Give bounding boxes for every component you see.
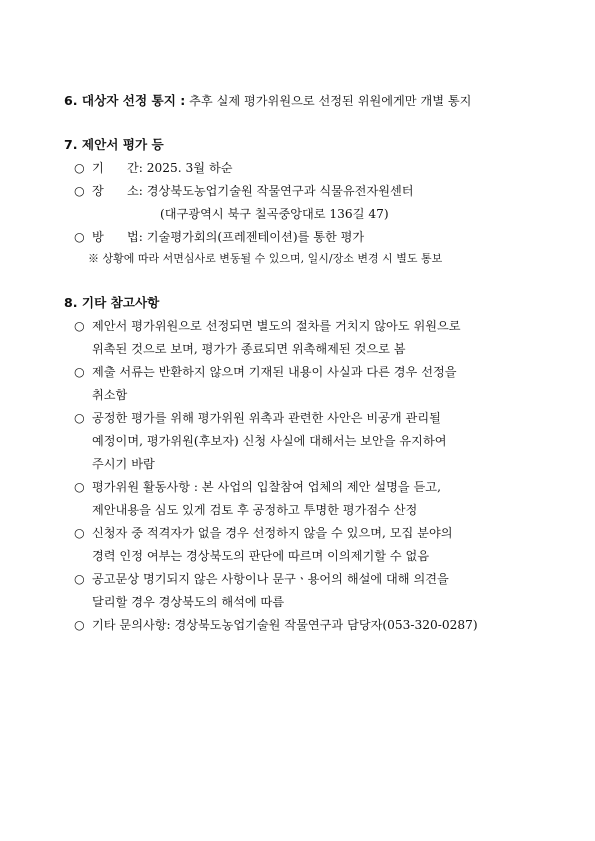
list-item-text: 신청자 중 적격자가 없을 경우 선정하지 않을 수 있으며, 모집 분야의 — [92, 526, 453, 540]
place-row — [74, 183, 414, 199]
period-row — [74, 160, 233, 176]
place-address: (대구광역시 북구 칠곡중앙대로 136길 47) — [160, 207, 389, 221]
list-item-continuation: 제안내용을 심도 있게 검토 후 공정하고 투명한 평가점수 산정 — [92, 503, 418, 517]
bullet: ○ — [74, 411, 85, 425]
list-item-continuation: 달리할 경우 경상북도의 해석에 따름 — [92, 595, 285, 609]
section-6-text: 추후 실제 평가위원으로 선정된 위원에게만 개별 통지 — [185, 94, 472, 108]
list-item-text: 제출 서류는 반환하지 않으며 기재된 내용이 사실과 다른 경우 선정을 — [92, 365, 457, 379]
list-item-text: 공정한 평가를 위해 평가위원 위촉과 관련한 사안은 비공개 관리될 — [92, 411, 441, 425]
bullet: ○ — [74, 480, 85, 494]
list-item — [74, 525, 453, 541]
bullet: ○ — [74, 572, 85, 586]
section-8-title: 8. 기타 참고사항 — [64, 295, 160, 310]
list-item-continuation: 경력 인정 여부는 경상북도의 판단에 따르며 이의제기할 수 없음 — [92, 549, 430, 563]
method-row — [74, 229, 364, 245]
list-item-continuation: 주시기 바람 — [92, 457, 155, 471]
bullet: ○ — [74, 319, 85, 333]
method-label: 방 법: — [92, 230, 143, 244]
place-label: 장 소: — [92, 184, 143, 198]
list-item — [74, 571, 449, 587]
list-item — [74, 364, 457, 380]
list-item-text: 제안서 평가위원으로 선정되면 별도의 절차를 거치지 않아도 위원으로 — [92, 319, 461, 333]
bullet: ○ — [74, 526, 85, 540]
section-7-title: 7. 제안서 평가 등 — [64, 137, 164, 152]
section-6 — [64, 93, 471, 109]
bullet: ○ — [74, 161, 85, 175]
list-item-continuation: 예정이며, 평가위원(후보자) 신청 사실에 대해서는 보안을 유지하여 — [92, 434, 447, 448]
list-item-text: 기타 문의사항: 경상북도농업기술원 작물연구과 담당자(053-320-0287) — [92, 618, 478, 632]
period-label: 기 간: — [92, 161, 143, 175]
place-value: 경상북도농업기술원 작물연구과 식물유전자원센터 — [146, 184, 414, 198]
section-7-note: ※ 상황에 따라 서면심사로 변동될 수 있으며, 일시/장소 변경 시 별도 통보 — [88, 252, 443, 265]
list-item-continuation: 취소함 — [92, 388, 128, 402]
list-item — [74, 617, 478, 633]
list-item-text: 평가위원 활동사항 : 본 사업의 입찰참여 업체의 제안 설명을 듣고, — [92, 480, 441, 494]
period-value: 2025. 3월 하순 — [146, 161, 233, 175]
bullet: ○ — [74, 230, 85, 244]
list-item — [74, 410, 441, 426]
bullet: ○ — [74, 184, 85, 198]
section-6-title: 6. 대상자 선정 통지 : — [64, 93, 186, 108]
bullet: ○ — [74, 618, 85, 632]
bullet: ○ — [74, 365, 85, 379]
list-item-text: 공고문상 명기되지 않은 사항이나 문구ㆍ용어의 해설에 대해 의견을 — [92, 572, 449, 586]
list-item-continuation: 위촉된 것으로 보며, 평가가 종료되면 위촉해제된 것으로 봄 — [92, 342, 406, 356]
method-value: 기술평가회의(프레젠테이션)를 통한 평가 — [146, 230, 365, 244]
list-item — [74, 479, 441, 495]
list-item — [74, 318, 461, 334]
